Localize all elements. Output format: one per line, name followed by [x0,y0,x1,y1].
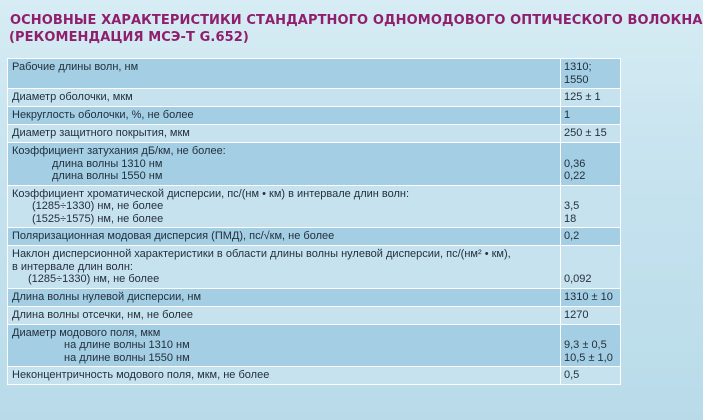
value-sub: 9,3 ± 0,5 [564,339,607,351]
value-sub: 3,5 [564,200,580,212]
param-sub: на длине волны 1550 нм [64,351,190,364]
param-sub: (1285÷1330) нм, не более [32,200,164,212]
param-label-cont: в интервале длин волн: [12,260,133,273]
value-cell: 250 ± 15 [561,125,621,143]
param-cell: Некруглость оболочки, %, не более [8,107,561,125]
param-cell: Диаметр защитного покрытия, мкм [8,125,561,143]
value-sub: 0,36 [564,157,586,170]
value-cell: 1 [561,107,621,125]
value-cell: 0,5 [561,367,621,385]
table-row [8,89,621,107]
param-cell: Рабочие длины волн, нм [8,59,561,89]
param-cell [8,143,561,186]
table-row [8,59,621,89]
document-title: ОСНОВНЫЕ ХАРАКТЕРИСТИКИ СТАНДАРТНОГО ОДНОМОДОВОГО ОПТИЧЕСКОГО ВОЛОКНА [10,13,703,28]
value-sub: 0,092 [564,273,592,285]
table-row [8,143,621,186]
table-row [8,367,621,385]
value-cell: 1270 [561,306,621,324]
param-cell: Длина волны нулевой дисперсии, нм [8,288,561,306]
param-label: Диаметр модового поля, мкм [12,326,161,339]
param-cell [8,246,561,289]
param-cell: Длина волны отсечки, нм, не более [8,306,561,324]
param-cell [8,324,561,367]
value-sub: 10,5 ± 1,0 [564,351,613,364]
table-row [8,125,621,143]
value-cell [561,143,621,186]
table-row [8,246,621,289]
fiber-spec-table [7,58,621,385]
table-row [8,288,621,306]
value-sub: 18 [564,212,577,225]
param-sub: длина волны 1310 нм [52,157,163,170]
table-row [8,324,621,367]
value-cell: 1310; 1550 [561,59,621,89]
param-sub: длина волны 1550 нм [52,170,163,182]
param-label: Наклон дисперсионной характеристики в области длины волны нулевой дисперсии, пс/(нм² • км), [12,248,511,260]
param-cell: Поляризационная модовая дисперсия (ПМД), пс/√км, не более [8,228,561,246]
param-sub: (1525÷1575) нм, не более [32,212,164,225]
value-cell [561,324,621,367]
value-cell [561,185,621,228]
param-cell [8,185,561,228]
document-subtitle: (РЕКОМЕНДАЦИЯ МСЭ-Т G.652) [9,30,249,45]
param-cell: Диаметр оболочки, мкм [8,89,561,107]
param-sub: на длине волны 1310 нм [64,339,190,351]
value-cell: 1310 ± 10 [561,288,621,306]
table-row [8,107,621,125]
value-cell: 125 ± 1 [561,89,621,107]
param-label: Коэффициент хроматической дисперсии, пс/(нм • км) в интервале длин волн: [12,187,410,200]
value-cell [561,246,621,289]
param-label: Коэффициент затухания дБ/км, не более: [12,145,226,157]
table-row [8,185,621,228]
param-cell: Неконцентричность модового поля, мкм, не более [8,367,561,385]
table-row [8,228,621,246]
table-row [8,306,621,324]
param-sub: (1285÷1330) нм, не более [28,273,160,285]
value-cell: 0,2 [561,228,621,246]
value-sub: 0,22 [564,170,586,182]
